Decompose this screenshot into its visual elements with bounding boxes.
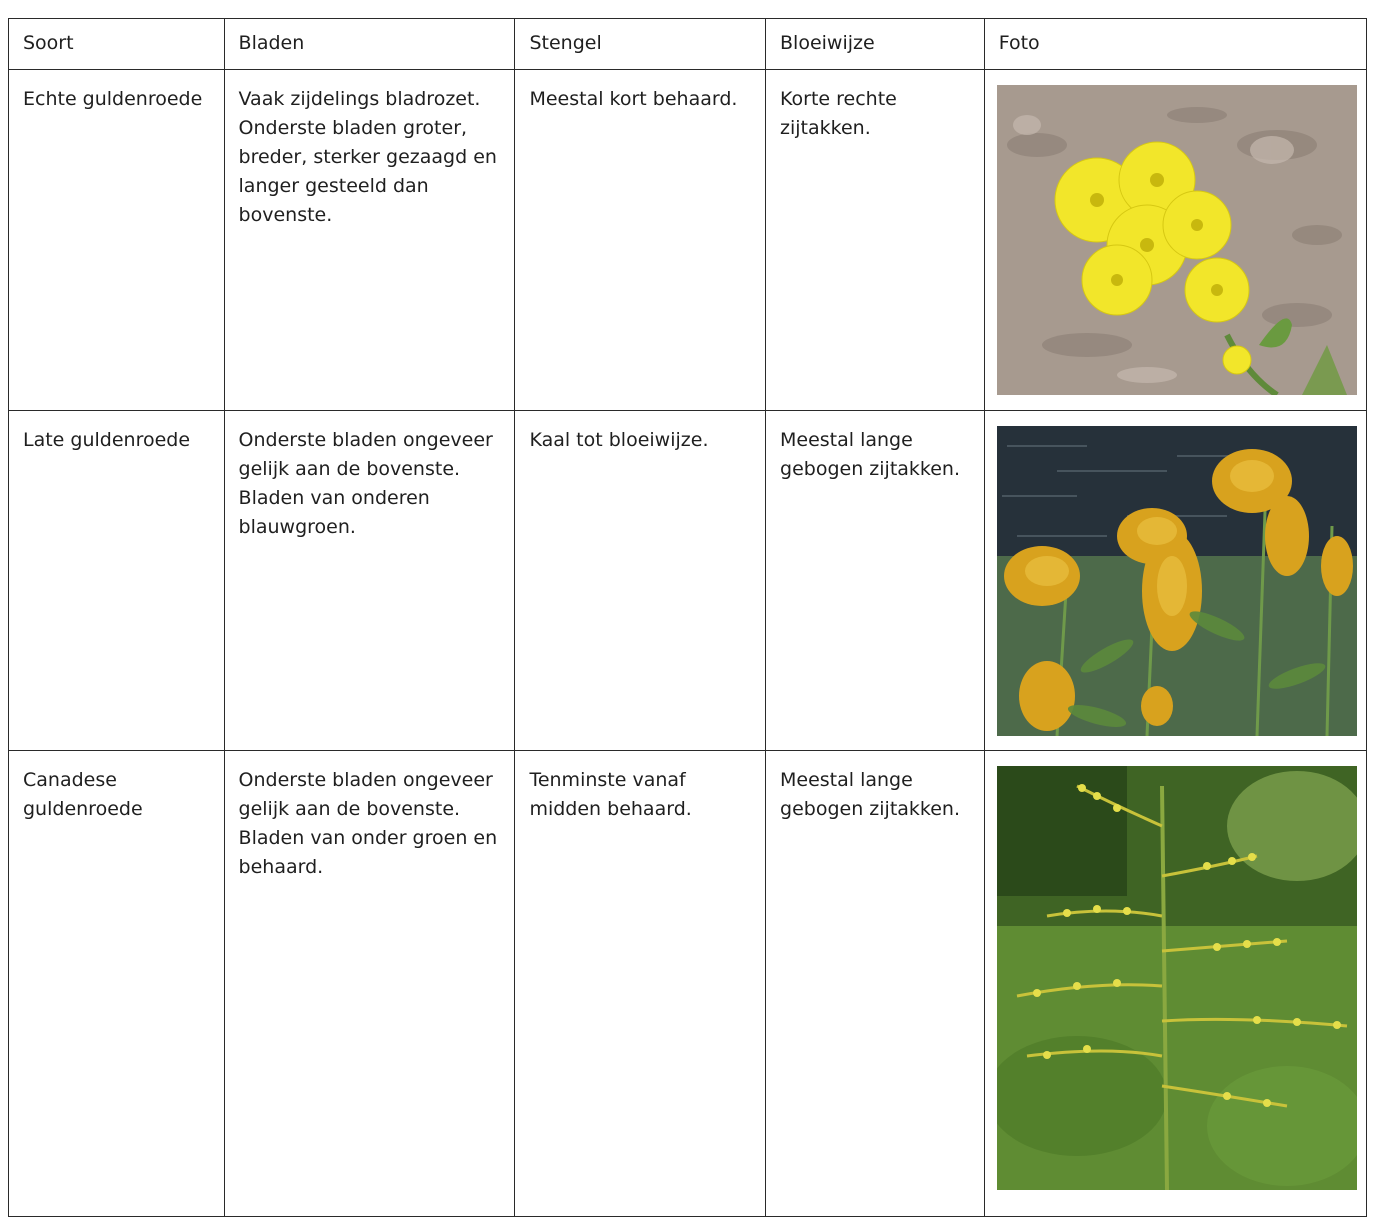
cell-soort: Echte guldenroede: [9, 70, 225, 411]
cell-soort: Late guldenroede: [9, 411, 225, 751]
cell-bloeiwijze: Meestal lange gebogen zijtakken.: [766, 751, 985, 1217]
header-foto: Foto: [984, 19, 1366, 70]
cell-foto: [984, 411, 1366, 751]
cell-stengel: Kaal tot bloeiwijze.: [515, 411, 766, 751]
cell-foto: [984, 70, 1366, 411]
header-row: [9, 19, 1367, 70]
cell-bloeiwijze: Korte rechte zijtakken.: [766, 70, 985, 411]
table-row: [9, 70, 1367, 411]
header-bloeiwijze: Bloeiwijze: [766, 19, 985, 70]
cell-bloeiwijze: Meestal lange gebogen zijtakken.: [766, 411, 985, 751]
cell-bladen: Vaak zijdelings bladrozet. Onderste bladen groter, breder, sterker gezaagd en langer gesteeld dan bovenste.: [224, 70, 515, 411]
cell-soort: Canadese guldenroede: [9, 751, 225, 1217]
cell-bladen: Onderste bladen ongeveer gelijk aan de bovenste. Bladen van onder groen en behaard.: [224, 751, 515, 1217]
header-soort: Soort: [9, 19, 225, 70]
cell-bladen: Onderste bladen ongeveer gelijk aan de bovenste. Bladen van onderen blauwgroen.: [224, 411, 515, 751]
header-bladen: Bladen: [224, 19, 515, 70]
comparison-table: [8, 18, 1367, 1217]
table-row: [9, 751, 1367, 1217]
cell-foto: [984, 751, 1366, 1217]
photo-goldenrod-by-water: [997, 426, 1357, 736]
cell-stengel: Meestal kort behaard.: [515, 70, 766, 411]
cell-stengel: Tenminste vanaf midden behaard.: [515, 751, 766, 1217]
photo-goldenrod-plant-green: [997, 766, 1357, 1190]
header-stengel: Stengel: [515, 19, 766, 70]
table-row: [9, 411, 1367, 751]
photo-yellow-flower-closeup: [997, 85, 1357, 395]
